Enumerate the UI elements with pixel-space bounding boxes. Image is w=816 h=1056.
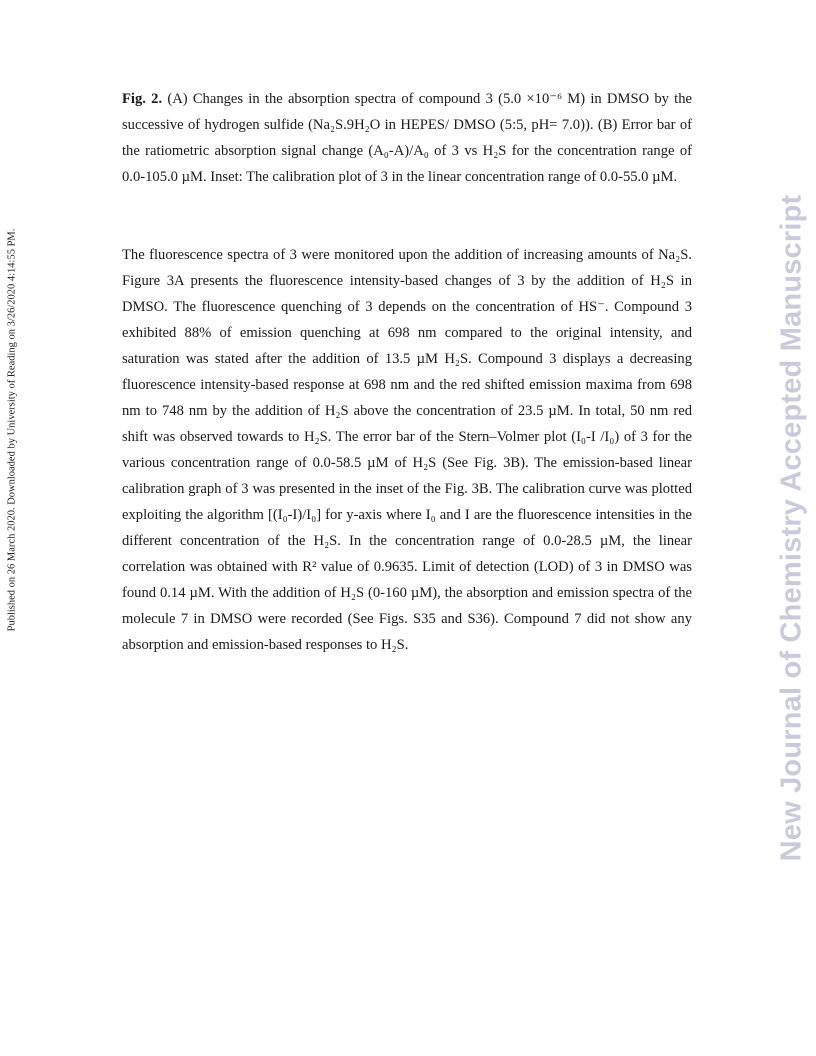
body-paragraph [122, 242, 692, 658]
publication-side-note-container [0, 230, 24, 630]
figure-caption-label: Fig. 2. [122, 91, 163, 107]
figure-caption-body: (A) Changes in the absorption spectra of compound 3 (5.0 ×10⁻⁶ M) in DMSO by the successive of hydrogen sulfide (Na₂S.9H₂O in HEPES/ DMSO (5:5, pH= 7.0)). (B) Error bar of the ratiometric absorption signal change (A₀-A)/A₀ of 3 vs H₂S for the concentration range of 0.0-105.0 µM. Inset: The calibration plot of 3 in the linear concentration range of 0.0-55.0 µM. [122, 91, 692, 185]
journal-watermark: New Journal of Chemistry Accepted Manuscript [775, 194, 808, 862]
figure-caption [122, 86, 692, 190]
journal-watermark-container [768, 178, 816, 878]
publication-side-note: Published on 26 March 2020. Downloaded by University of Reading on 3/26/2020 4:14:55 PM. [6, 228, 18, 632]
figure-caption-text [122, 86, 692, 190]
body-paragraph-text: The fluorescence spectra of 3 were monitored upon the addition of increasing amounts of Na₂S. Figure 3A presents the fluorescence intensity-based changes of 3 by the addition of H₂S in DMSO. The fluorescence quenching of 3 depends on the concentration of HS⁻. Compound 3 exhibited 88% of emission quenching at 698 nm compared to the original intensity, and saturation was stated after the addition of 13.5 µM H₂S. Compound 3 displays a decreasing fluorescence intensity-based response at 698 nm and the red shifted emission maxima from 698 nm to 748 nm by the addition of H₂S above the concentration of 23.5 µM. In total, 50 nm red shift was observed towards to H₂S. The error bar of the Stern–Volmer plot (I₀-I /I₀) of 3 for the various concentration range of 0.0-58.5 µM of H₂S (See Fig. 3B). The emission-based linear calibration graph of 3 was presented in the inset of the Fig. 3B. The calibration curve was plotted exploiting the algorithm [(I₀-I)/I₀] for y-axis where I₀ and I are the fluorescence intensities in the different concentration of the H₂S. In the concentration range of 0.0-28.5 µM, the linear correlation was obtained with R² value of 0.9635. Limit of detection (LOD) of 3 in DMSO was found 0.14 µM. With the addition of H₂S (0-160 µM), the absorption and emission spectra of the molecule 7 in DMSO were recorded (See Figs. S35 and S36). Compound 7 did not show any absorption and emission-based responses to H₂S. [122, 247, 692, 653]
